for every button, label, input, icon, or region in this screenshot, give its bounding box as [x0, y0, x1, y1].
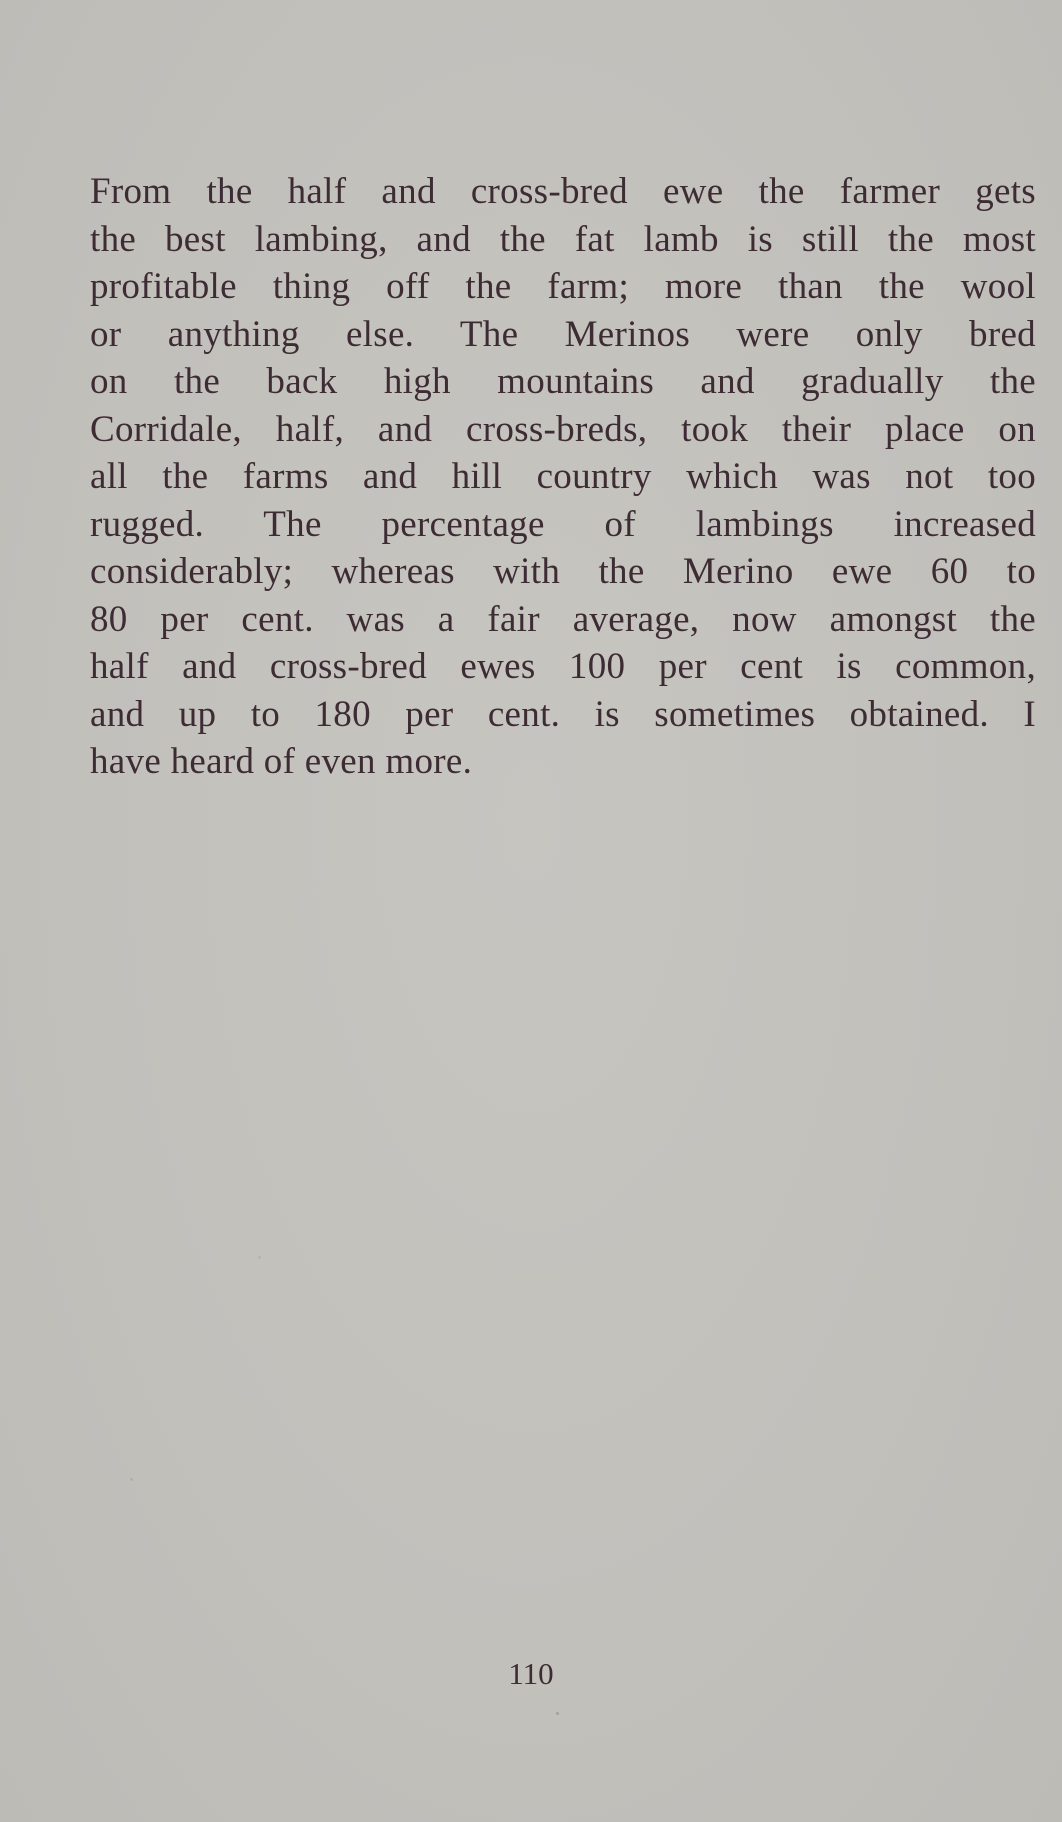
paragraph-line: or anything else. The Merinos were only bred — [90, 313, 1036, 355]
paragraph-line: rugged. The percentage of lambings increased — [90, 503, 1036, 545]
paragraph-line: profitable thing off the farm; more than the wool — [90, 266, 1036, 307]
paragraph-line: Corridale, half, and cross-breds, took their place on — [90, 408, 1036, 450]
paragraph-line: 80 per cent. was a fair average, now amongst the — [90, 598, 1036, 640]
body-paragraph — [90, 168, 1036, 786]
paragraph-line: on the back high mountains and gradually the — [90, 361, 1036, 402]
paragraph-line: From the half and cross-bred ewe the farmer gets — [90, 171, 1036, 212]
paper-speck — [130, 1478, 133, 1481]
paragraph-line: and up to 180 per cent. is sometimes obtained. I — [90, 693, 1036, 735]
paragraph-line: all the farms and hill country which was not too — [90, 456, 1036, 497]
paper-speck — [556, 1712, 559, 1715]
page-number: 110 — [508, 1656, 554, 1691]
paragraph-line: the best lambing, and the fat lamb is still the most — [90, 218, 1036, 260]
paper-speck — [258, 1256, 261, 1259]
paragraph-line: considerably; whereas with the Merino ewe 60 to — [90, 551, 1036, 592]
paragraph-line-last: have heard of even more. — [90, 741, 473, 782]
paragraph-line: half and cross-bred ewes 100 per cent is common, — [90, 646, 1036, 687]
